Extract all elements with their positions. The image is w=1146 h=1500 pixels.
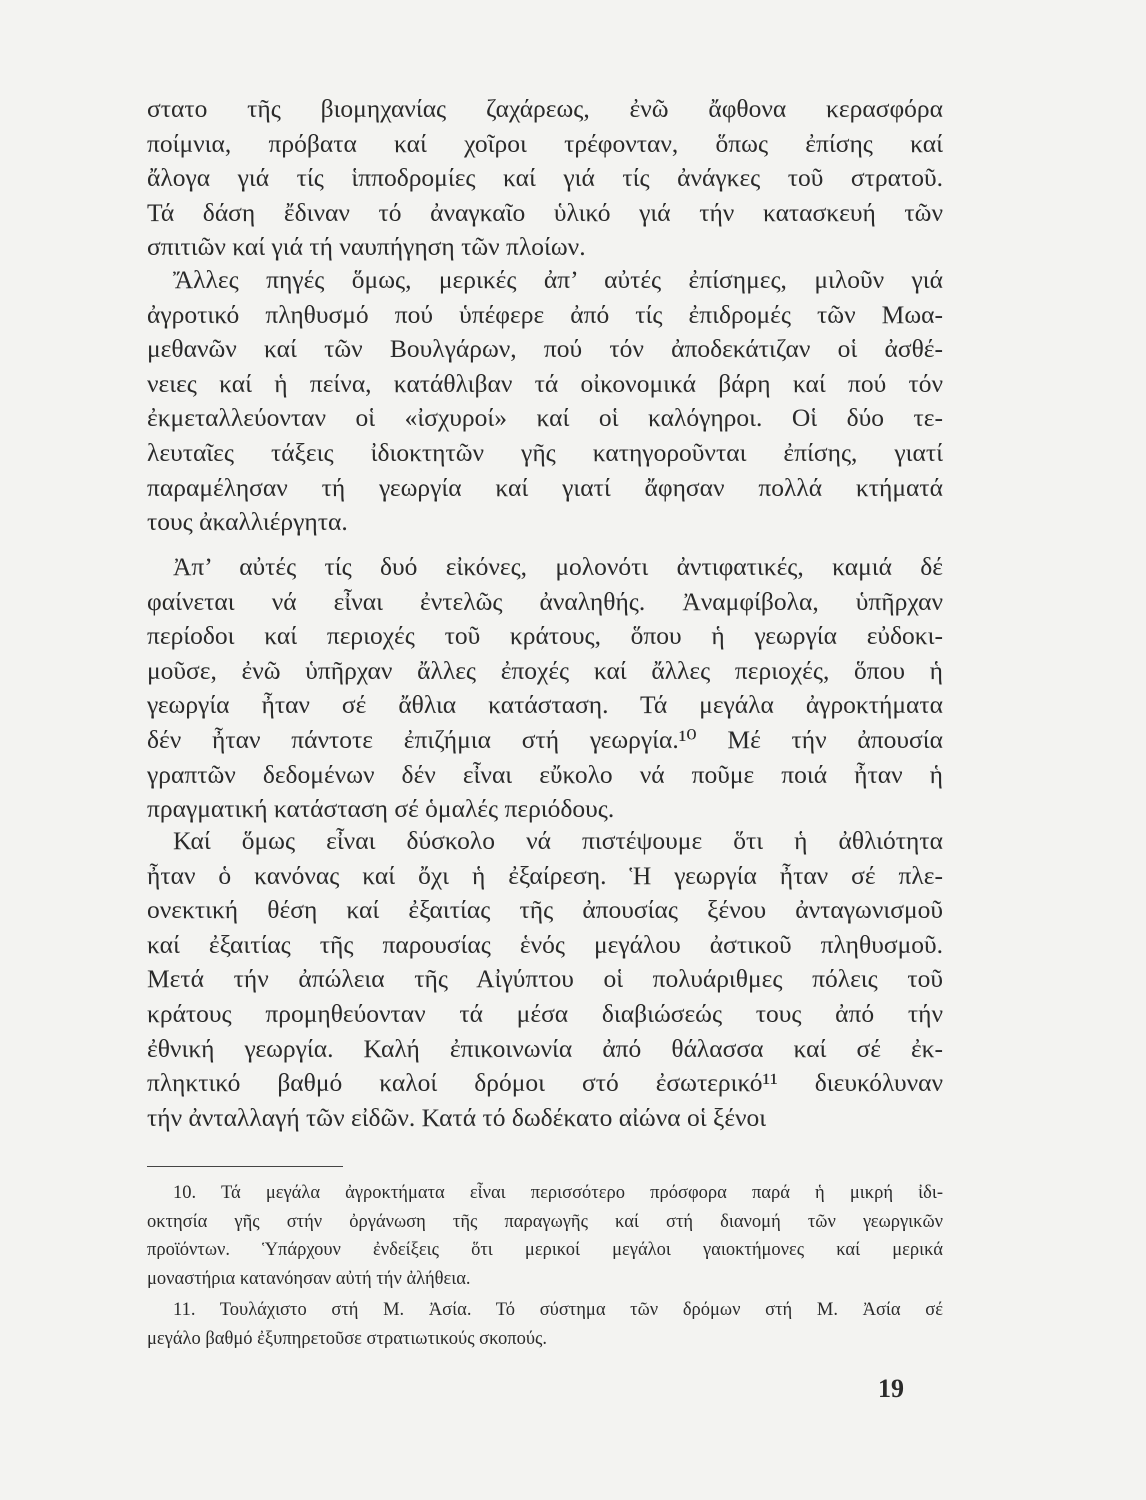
body-line: λευταῖες τάξεις ἰδιοκτητῶν γῆς κατηγοροῦνται ἐπίσης, γιατί (147, 438, 943, 467)
body-line: ἄλογα γιά τίς ἱπποδρομίες καί γιά τίς ἀνάγκες τοῦ στρατοῦ. (147, 163, 943, 193)
body-line: τους ἀκαλλιέργητα. (147, 507, 348, 537)
body-line: καί ἐξαιτίας τῆς παρουσίας ἑνός μεγάλου ἀστικοῦ πληθυσμοῦ. (147, 929, 943, 959)
body-line: περίοδοι καί περιοχές τοῦ κράτους, ὅπου ἡ γεωργία εὐδοκι- (147, 621, 943, 651)
footnote-line: 11. Τουλάχιστο στή Μ. Ἀσία. Τό σύστημα τῶν δρόμων στή Μ. Ἀσία σέ (173, 1300, 943, 1320)
body-line: τήν ἀνταλλαγή τῶν εἰδῶν. Κατά τό δωδέκατο αἰώνα οἱ ξένοι (147, 1102, 767, 1132)
body-line: Τά δάση ἔδιναν τό ἀναγκαῖο ὑλικό γιά τήν κατασκευή τῶν (147, 197, 943, 227)
body-line: πληκτικό βαθμό καλοί δρόμοι στό ἐσωτερικό¹¹ διευκόλυναν (147, 1068, 943, 1098)
page-number: 19 (878, 1374, 904, 1403)
body-line: μεθανῶν καί τῶν Βουλγάρων, πού τόν ἀποδεκάτιζαν οἱ ἀσθέ- (147, 334, 943, 364)
footnote-line: μοναστήρια κατανόησαν αὐτή τήν ἀλήθεια. (147, 1268, 471, 1289)
footnote-divider (147, 1166, 343, 1167)
body-line: δέν ἦταν πάντοτε ἐπιζήμια στή γεωργία.¹⁰ Μέ τήν ἀπουσία (147, 725, 943, 754)
body-line: γεωργία ἦταν σέ ἄθλια κατάσταση. Τά μεγάλα ἀγροκτήματα (147, 690, 943, 720)
body-line: νειες καί ἡ πείνα, κατάθλιβαν τά οἰκονομικά βάρη καί πού τόν (147, 368, 943, 398)
body-line: πραγματική κατάσταση σέ ὁμαλές περιόδους. (147, 794, 615, 824)
body-line: ἐθνική γεωργία. Καλή ἐπικοινωνία ἀπό θάλασσα καί σέ ἐκ- (147, 1033, 943, 1063)
body-line: ἐκμεταλλεύονταν οἱ «ἰσχυροί» καί οἱ καλόγηροι. Οἱ δύο τε- (147, 403, 943, 433)
body-line: παραμέλησαν τή γεωργία καί γιατί ἄφησαν πολλά κτήματά (147, 472, 943, 502)
footnote-line: προϊόντων. Ὑπάρχουν ἐνδείξεις ὅτι μερικοί μεγάλοι γαιοκτήμονες καί μερικά (147, 1240, 943, 1260)
footnote-line: μεγάλο βαθμό ἐξυπηρετοῦσε στρατιωτικούς σκοπούς. (147, 1328, 548, 1349)
body-line: Καί ὅμως εἶναι δύσκολο νά πιστέψουμε ὅτι ἡ ἀθλιότητα (173, 826, 943, 855)
body-line: Ἄλλες πηγές ὅμως, μερικές ἀπ’ αὐτές ἐπίσημες, μιλοῦν γιά (173, 265, 943, 294)
body-line: σπιτιῶν καί γιά τή ναυπήγηση τῶν πλοίων. (147, 232, 586, 262)
footnote-line: οκτησία γῆς στήν ὀργάνωση τῆς παραγωγῆς καί στή διανομή τῶν γεωργικῶν (147, 1211, 943, 1232)
body-line: μοῦσε, ἐνῶ ὑπῆρχαν ἄλλες ἐποχές καί ἄλλες περιοχές, ὅπου ἡ (147, 655, 943, 685)
footnote-line: 10. Τά μεγάλα ἀγροκτήματα εἶναι περισσότερο πρόσφορα παρά ἡ μικρή ἰδι- (173, 1183, 943, 1203)
body-line: στατο τῆς βιομηχανίας ζαχάρεως, ἐνῶ ἄφθονα κερασφόρα (147, 94, 943, 123)
body-line: ἦταν ὁ κανόνας καί ὄχι ἡ ἐξαίρεση. Ἡ γεωργία ἦταν σέ πλε- (147, 860, 943, 890)
body-line: ἀγροτικό πληθυσμό πού ὑπέφερε ἀπό τίς ἐπιδρομές τῶν Μωα- (147, 299, 943, 329)
body-line: Μετά τήν ἀπώλεια τῆς Αἰγύπτου οἱ πολυάριθμες πόλεις τοῦ (147, 964, 943, 994)
body-line: ποίμνια, πρόβατα καί χοῖροι τρέφονταν, ὅπως ἐπίσης καί (147, 128, 943, 158)
body-line: Ἀπ’ αὐτές τίς δυό εἰκόνες, μολονότι ἀντιφατικές, καμιά δέ (173, 552, 943, 581)
body-line: ονεκτική θέση καί ἐξαιτίας τῆς ἀπουσίας ξένου ἀνταγωνισμοῦ (147, 895, 943, 925)
body-line: γραπτῶν δεδομένων δέν εἶναι εὔκολο νά ποῦμε ποιά ἦταν ἡ (147, 759, 943, 789)
body-line: φαίνεται νά εἶναι ἐντελῶς ἀναληθής. Ἀναμφίβολα, ὑπῆρχαν (147, 586, 943, 616)
body-line: κράτους προμηθεύονταν τά μέσα διαβιώσεώς τους ἀπό τήν (147, 999, 943, 1028)
